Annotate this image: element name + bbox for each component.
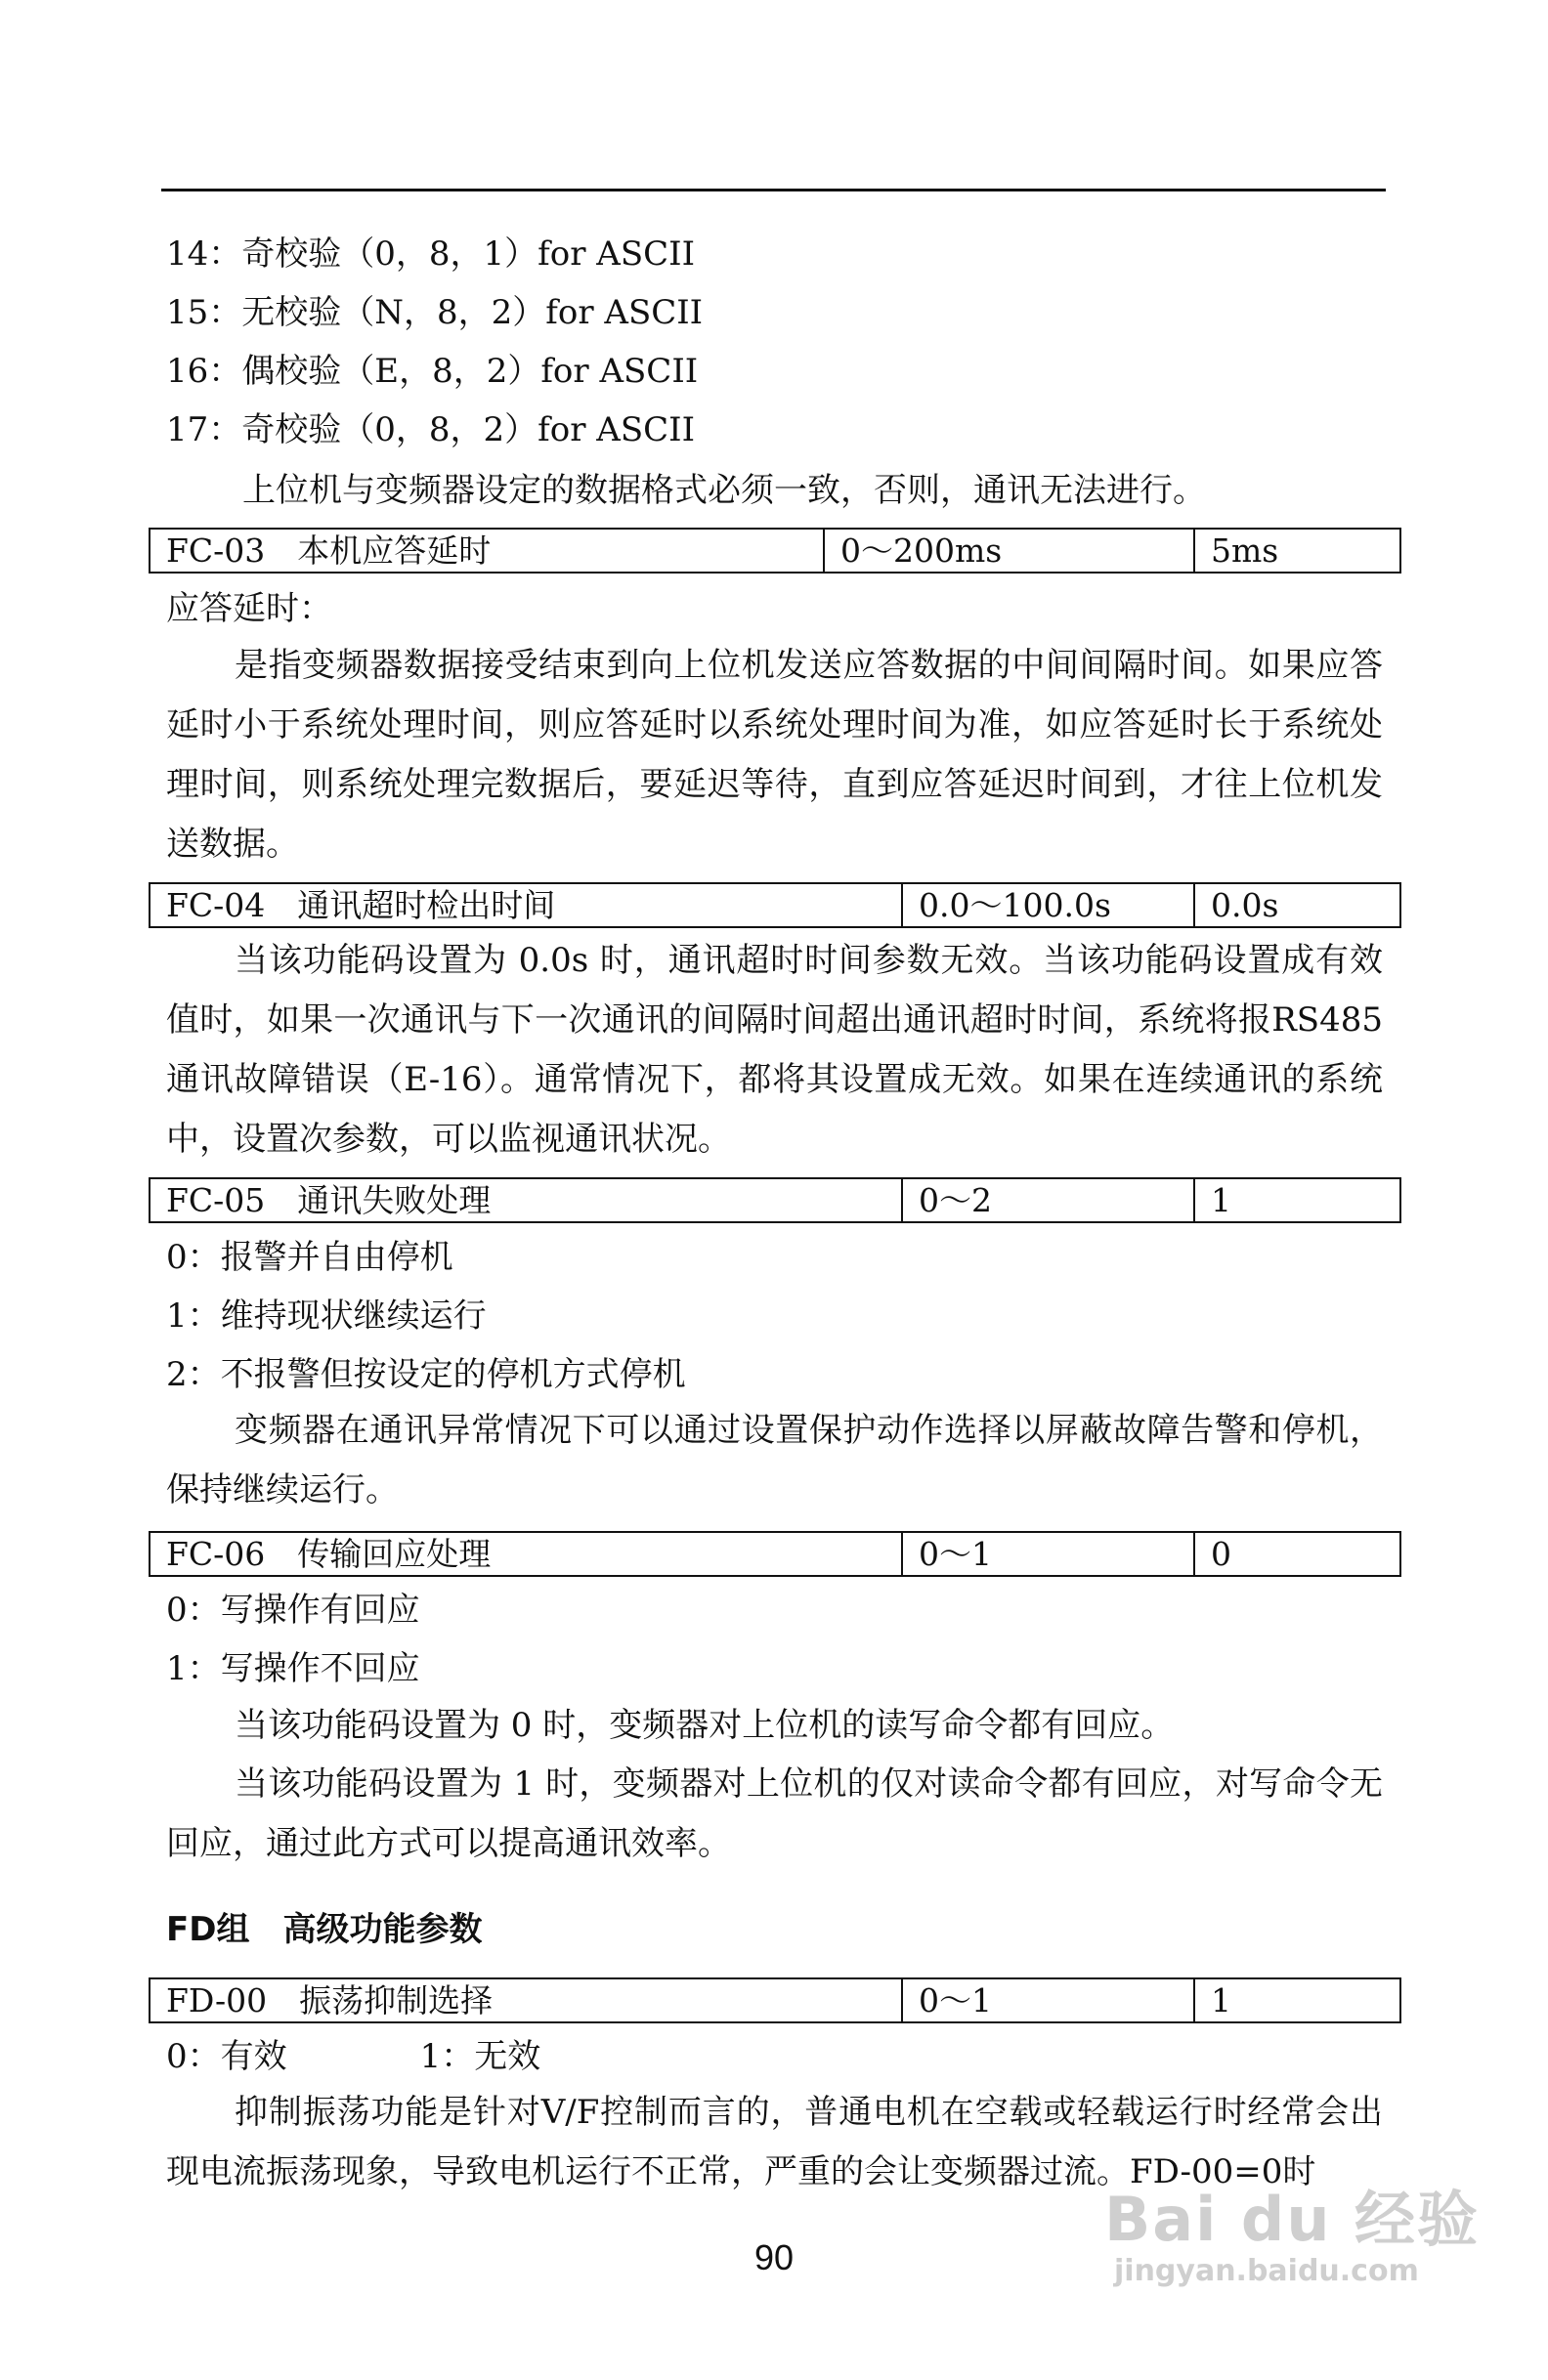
param-default: 0.0s: [1193, 884, 1399, 926]
param-table-fc03: [149, 528, 1401, 574]
param-table-fd00: [149, 1977, 1401, 2023]
fc06-option-0: 0：写操作有回应: [166, 1591, 420, 1630]
param-default: 5ms: [1193, 530, 1399, 572]
param-name: FC-03 本机应答延时: [166, 531, 492, 570]
fc06-description-1: 当该功能码设置为 0 时，变频器对上位机的读写命令都有回应。: [235, 1706, 1175, 1745]
param-table-fc06: [149, 1531, 1401, 1577]
section-heading-fd: FD组 高级功能参数: [166, 1910, 483, 1949]
format-note: 上位机与变频器设定的数据格式必须一致，否则，通讯无法进行。: [242, 471, 1206, 510]
fd00-options: 0：有效 1：无效: [166, 2037, 541, 2076]
param-range: 0～1: [901, 1533, 1195, 1575]
option-15: 15：无校验（N，8，2）for ASCII: [166, 293, 704, 332]
option-16: 16：偶校验（E，8，2）for ASCII: [166, 352, 699, 391]
page-number: 90: [753, 2237, 795, 2277]
fc05-option-1: 1：维持现状继续运行: [166, 1296, 487, 1336]
param-default: 0: [1193, 1533, 1399, 1575]
watermark-url: jingyan.baidu.com: [1114, 2254, 1419, 2288]
param-name: FC-06 传输回应处理: [166, 1535, 492, 1573]
param-name: FC-05 通讯失败处理: [166, 1181, 492, 1219]
param-range: 0～2: [901, 1179, 1195, 1221]
header-rule: [161, 189, 1386, 191]
fc06-description-2: 当该功能码设置为 1 时，变频器对上位机的仅对读命令都有回应，对写命令无回应，通过此方式可以提高通讯效率。: [166, 1764, 1383, 1863]
fc05-option-2: 2：不报警但按设定的停机方式停机: [166, 1355, 686, 1394]
param-name: FD-00 振荡抑制选择: [166, 1981, 494, 2019]
baidu-watermark: [1104, 2171, 1480, 2288]
fd00-description: 抑制振荡功能是针对V/F控制而言的，普通电机在空载或轻载运行时经常会出现电流振荡现象，导致电机运行不正常，严重的会让变频器过流。FD-00=0时: [166, 2093, 1383, 2191]
param-range: 0.0～100.0s: [901, 884, 1195, 926]
param-default: 1: [1193, 1179, 1399, 1221]
param-default: 1: [1193, 1979, 1399, 2021]
fc06-option-1: 1：写操作不回应: [166, 1649, 420, 1688]
param-table-fc05: [149, 1177, 1401, 1223]
watermark-brand: Bai du 经验: [1104, 2184, 1481, 2255]
param-name: FC-04 通讯超时检出时间: [166, 886, 556, 924]
fc04-description: 当该功能码设置为 0.0s 时，通讯超时时间参数无效。当该功能码设置成有效值时，如果一次通讯与下一次通讯的间隔时间超出通讯超时时间，系统将报RS485通讯故障错误（E-16）。通常情况下，都将其设置成无效。如果在连续通讯的系统中，设置次参数，可以监视通讯状况。: [166, 941, 1383, 1159]
param-range: 0～1: [901, 1979, 1195, 2021]
param-range: 0～200ms: [823, 530, 1194, 572]
option-17: 17：奇校验（0，8，2）for ASCII: [166, 410, 695, 449]
fc03-label: 应答延时：: [166, 589, 332, 628]
fc03-description: 是指变频器数据接受结束到向上位机发送应答数据的中间间隔时间。如果应答延时小于系统处理时间，则应答延时以系统处理时间为准，如应答延时长于系统处理时间，则系统处理完数据后，要延迟等待，直到应答延迟时间到，才往上位机发送数据。: [166, 646, 1383, 864]
option-14: 14：奇校验（0，8，1）for ASCII: [166, 234, 695, 274]
fc05-description: 变频器在通讯异常情况下可以通过设置保护动作选择以屏蔽故障告警和停机，保持继续运行。: [166, 1411, 1383, 1509]
fc05-option-0: 0：报警并自由停机: [166, 1238, 453, 1277]
param-table-fc04: [149, 882, 1401, 928]
